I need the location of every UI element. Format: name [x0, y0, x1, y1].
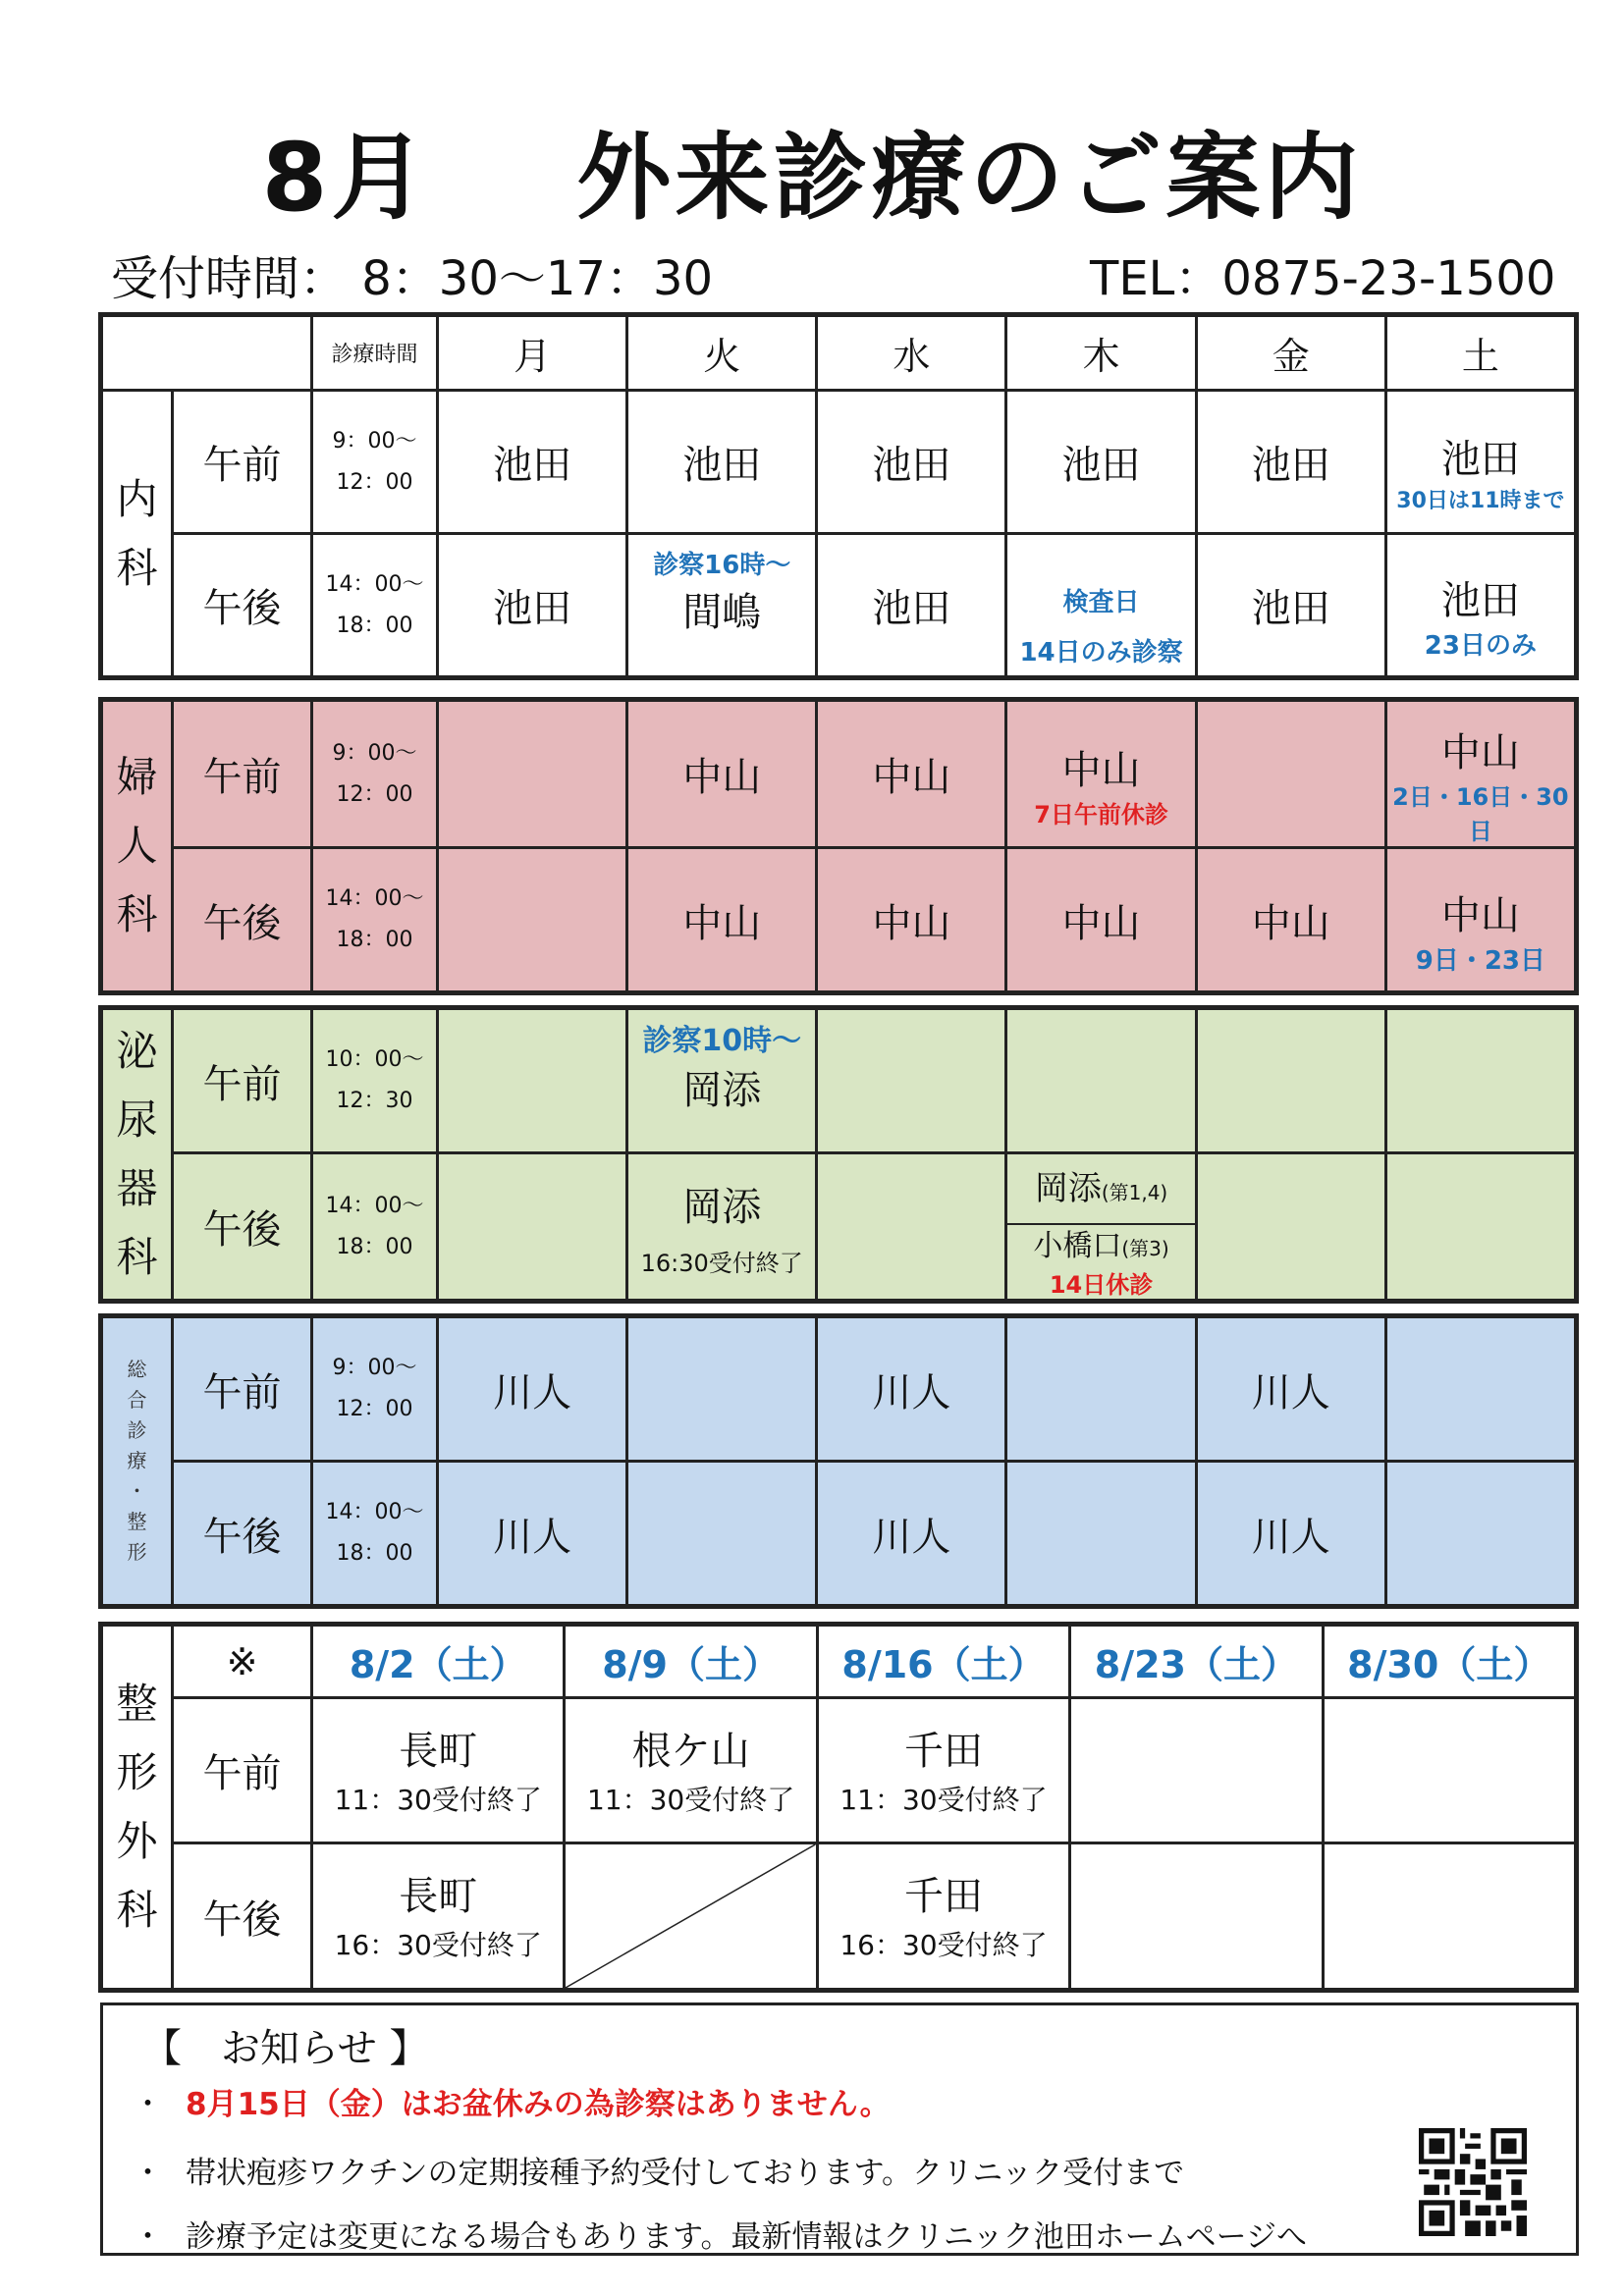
general-am-label: 午前 — [173, 1317, 312, 1462]
uro-am-tue: 診察10時〜 岡添 — [627, 1009, 817, 1153]
internal-am-thu: 池田 — [1006, 391, 1196, 534]
ortho-pm-label: 午後 — [173, 1843, 312, 1990]
ortho-date-5: 8/30（土） — [1323, 1626, 1575, 1698]
uro-am-wed — [817, 1009, 1006, 1153]
general-pm-wed: 川人 — [817, 1462, 1006, 1606]
ortho-date-1: 8/2（土） — [312, 1626, 565, 1698]
header-thu: 木 — [1006, 316, 1196, 391]
gyn-am-tue: 中山 — [627, 701, 817, 848]
internal-pm-sat: 池田 23日のみ — [1385, 534, 1575, 677]
general-am-tue — [627, 1317, 817, 1462]
internal-pm-label: 午後 — [173, 534, 312, 677]
general-am-hours: 9：00〜 12：00 — [312, 1317, 438, 1462]
internal-pm-tue: 診察16時〜 間嶋 — [627, 534, 817, 677]
ortho-am-4 — [1070, 1698, 1323, 1843]
notice-item-3: ・ 診療予定は変更になる場合もあります。最新情報はクリニック池田ホームページへ — [133, 2219, 1308, 2255]
uro-pm-thu: 岡添(第1,4) 小橋口(第3) 14日休診 — [1006, 1153, 1196, 1301]
general-pm-label: 午後 — [173, 1462, 312, 1606]
header-sat: 土 — [1385, 316, 1575, 391]
uro-am-sat — [1385, 1009, 1575, 1153]
ortho-mark: ※ — [173, 1626, 312, 1698]
notice-heading: 【 お知らせ 】 — [142, 2026, 429, 2071]
reception-hours: 受付時間： 8：30〜17：30 — [111, 251, 714, 306]
gyn-pm-hours: 14：00〜 18：00 — [312, 848, 438, 992]
gyn-am-mon — [438, 701, 627, 848]
header-mon: 月 — [438, 316, 627, 391]
gyn-pm-label: 午後 — [173, 848, 312, 992]
internal-am-sat: 池田 30日は11時まで — [1385, 391, 1575, 534]
general-pm-tue — [627, 1462, 817, 1606]
diagonal-slash — [566, 1844, 815, 1988]
dept-general: 総 合 診 療 ・ 整 形 — [102, 1317, 173, 1606]
general-am-sat — [1385, 1317, 1575, 1462]
ortho-am-3: 千田 11：30受付終了 — [817, 1698, 1069, 1843]
uro-am-label: 午前 — [173, 1009, 312, 1153]
header-wed: 水 — [817, 316, 1006, 391]
internal-am-mon: 池田 — [438, 391, 627, 534]
header-hours: 診療時間 — [312, 316, 438, 391]
internal-am-wed: 池田 — [817, 391, 1006, 534]
general-am-fri: 川人 — [1196, 1317, 1385, 1462]
internal-pm-wed: 池田 — [817, 534, 1006, 677]
internal-am-tue: 池田 — [627, 391, 817, 534]
ortho-date-2: 8/9（土） — [565, 1626, 817, 1698]
uro-pm-wed — [817, 1153, 1006, 1301]
gyn-am-sat: 中山 2日・16日・30日 — [1385, 701, 1575, 848]
internal-pm-thu: 検査日 14日のみ診察 — [1006, 534, 1196, 677]
general-am-thu — [1006, 1317, 1196, 1462]
telephone: TEL：0875-23-1500 — [1090, 251, 1556, 306]
gyn-pm-wed: 中山 — [817, 848, 1006, 992]
uro-pm-sat — [1385, 1153, 1575, 1301]
ortho-date-3: 8/16（土） — [817, 1626, 1069, 1698]
gyn-am-label: 午前 — [173, 701, 312, 848]
ortho-pm-5 — [1323, 1843, 1575, 1990]
ortho-am-5 — [1323, 1698, 1575, 1843]
ortho-am-label: 午前 — [173, 1698, 312, 1843]
qr-code-icon[interactable] — [1419, 2128, 1527, 2236]
gyn-pm-mon — [438, 848, 627, 992]
gyn-am-thu: 中山 7日午前休診 — [1006, 701, 1196, 848]
notice-box — [100, 2002, 1579, 2256]
general-pm-mon: 川人 — [438, 1462, 627, 1606]
gyn-pm-tue: 中山 — [627, 848, 817, 992]
uro-pm-tue: 岡添 16:30受付終了 — [627, 1153, 817, 1301]
internal-pm-hours: 14：00〜 18：00 — [312, 534, 438, 677]
gyn-pm-fri: 中山 — [1196, 848, 1385, 992]
title-text: 外来診療のご案内 — [576, 123, 1363, 233]
general-pm-thu — [1006, 1462, 1196, 1606]
internal-pm-mon: 池田 — [438, 534, 627, 677]
uro-am-hours: 10：00〜 12：30 — [312, 1009, 438, 1153]
dept-uro: 泌 尿 器 科 — [102, 1009, 173, 1301]
uro-am-thu — [1006, 1009, 1196, 1153]
internal-pm-fri: 池田 — [1196, 534, 1385, 677]
page-title — [0, 103, 1624, 238]
gyn-am-fri — [1196, 701, 1385, 848]
uro-am-fri — [1196, 1009, 1385, 1153]
dept-ortho: 整 形 外 科 — [102, 1626, 173, 1990]
uro-pm-hours: 14：00〜 18：00 — [312, 1153, 438, 1301]
gyn-am-wed: 中山 — [817, 701, 1006, 848]
internal-am-fri: 池田 — [1196, 391, 1385, 534]
schedule-ortho — [100, 1624, 1577, 1991]
schedule-uro — [100, 1007, 1577, 1302]
internal-am-label: 午前 — [173, 391, 312, 534]
notice-item-2: ・ 帯状疱疹ワクチンの定期接種予約受付しております。クリニック受付まで — [133, 2156, 1185, 2191]
general-pm-hours: 14：00〜 18：00 — [312, 1462, 438, 1606]
general-am-mon: 川人 — [438, 1317, 627, 1462]
uro-am-mon — [438, 1009, 627, 1153]
dept-internal: 内 科 — [102, 391, 173, 677]
gyn-pm-sat: 中山 9日・23日 — [1385, 848, 1575, 992]
dept-gyn: 婦 人 科 — [102, 701, 173, 992]
ortho-pm-4 — [1070, 1843, 1323, 1990]
general-pm-sat — [1385, 1462, 1575, 1606]
header-tue: 火 — [627, 316, 817, 391]
internal-am-hours: 9：00〜 12：00 — [312, 391, 438, 534]
ortho-pm-1: 長町 16：30受付終了 — [312, 1843, 565, 1990]
gyn-am-hours: 9：00〜 12：00 — [312, 701, 438, 848]
gyn-pm-thu: 中山 — [1006, 848, 1196, 992]
schedule-header-internal — [100, 314, 1577, 678]
general-pm-fri: 川人 — [1196, 1462, 1385, 1606]
uro-pm-label: 午後 — [173, 1153, 312, 1301]
title-month: 8月 — [261, 123, 430, 233]
uro-pm-fri — [1196, 1153, 1385, 1301]
header-blank — [102, 316, 312, 391]
header-fri: 金 — [1196, 316, 1385, 391]
ortho-am-1: 長町 11：30受付終了 — [312, 1698, 565, 1843]
ortho-am-2: 根ケ山 11：30受付終了 — [565, 1698, 817, 1843]
uro-pm-mon — [438, 1153, 627, 1301]
ortho-pm-3: 千田 16：30受付終了 — [817, 1843, 1069, 1990]
schedule-gyn — [100, 699, 1577, 993]
schedule-general — [100, 1315, 1577, 1607]
ortho-date-4: 8/23（土） — [1070, 1626, 1323, 1698]
ortho-pm-2 — [565, 1843, 817, 1990]
notice-item-1: ・ 8月15日（金）はお盆休みの為診察はありません。 — [133, 2087, 891, 2122]
general-am-wed: 川人 — [817, 1317, 1006, 1462]
